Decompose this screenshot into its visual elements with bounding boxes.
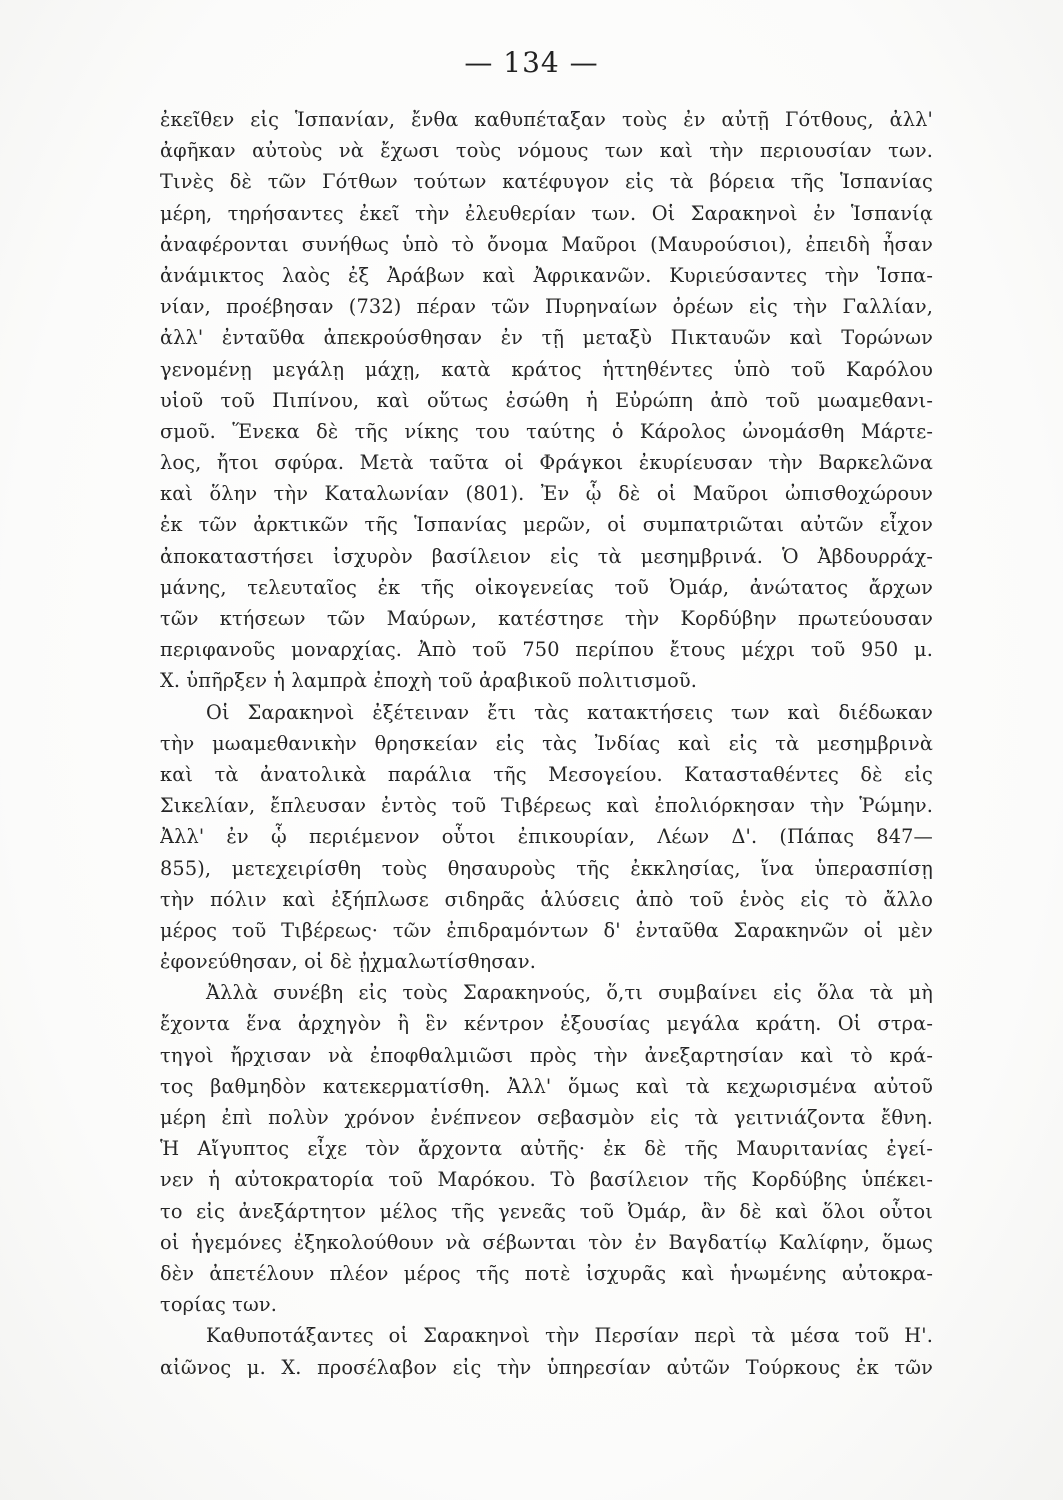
text-line: περιφανοῦς μοναρχίας. Ἀπὸ τοῦ 750 περίπου ἔτους μέχρι τοῦ 950 μ. (160, 638, 933, 662)
text-line: τὴν μωαμεθανικὴν θρησκείαν εἰς τὰς Ἰνδίας καὶ εἰς τὰ μεσημβρινὰ (160, 731, 933, 755)
text-line: Τινὲς δὲ τῶν Γότθων τούτων κατέφυγον εἰς τὰ βόρεια τῆς Ἱσπανίας (160, 170, 933, 194)
text-line: ἀλλ' ἐνταῦθα ἀπεκρούσθησαν ἐν τῇ μεταξὺ Πικταυῶν καὶ Τορώνων (160, 326, 933, 350)
text-line: λος, ἤτοι σφύρα. Μετὰ ταῦτα οἱ Φράγκοι ἐκυρίευσαν τὴν Βαρκελῶνα (160, 451, 933, 475)
text-line: μέρος τοῦ Τιβέρεως· τῶν ἐπιδραμόντων δ' ἐνταῦθα Σαρακηνῶν οἱ μὲν (160, 918, 933, 942)
text-line: 855), μετεχειρίσθη τοὺς θησαυροὺς τῆς ἐκκλησίας, ἵνα ὑπερασπίσῃ (160, 856, 933, 880)
text-line: Ἀλλ' ἐν ᾧ περιέμενον οὗτοι ἐπικουρίαν, Λέων Δ'. (Πάπας 847— (160, 825, 933, 849)
text-line: ἀποκαταστήσει ἰσχυρὸν βασίλειον εἰς τὰ μεσημβρινά. Ὁ Ἀβδουρράχ- (160, 544, 933, 568)
paragraph-start: Οἱ Σαρακηνοὶ ἐξέτειναν ἔτι τὰς κατακτήσεις των καὶ διέδωκαν (206, 700, 933, 724)
text-line: ἐκ τῶν ἀρκτικῶν τῆς Ἱσπανίας μερῶν, οἱ συμπατριῶται αὐτῶν εἶχον (160, 513, 933, 537)
text-line: καὶ ὅλην τὴν Καταλωνίαν (801). Ἐν ᾧ δὲ οἱ Μαῦροι ὠπισθοχώρουν (160, 482, 933, 506)
text-line: ἐφονεύθησαν, οἱ δὲ ᾐχμαλωτίσθησαν. (160, 950, 537, 974)
text-line: σμοῦ. Ἕνεκα δὲ τῆς νίκης του ταύτης ὁ Κάρολος ὠνομάσθη Μάρτε- (160, 419, 933, 443)
text-line: τορίας των. (160, 1293, 278, 1317)
text-line: καὶ τὰ ἀνατολικὰ παράλια τῆς Μεσογείου. Κατασταθέντες δὲ εἰς (160, 762, 933, 786)
paragraph-start: Καθυποτάξαντες οἱ Σαρακηνοὶ τὴν Περσίαν περὶ τὰ μέσα τοῦ Η'. (206, 1324, 933, 1348)
text-line: το εἰς ἀνεξάρτητον μέλος τῆς γενεᾶς τοῦ Ὀμάρ, ἂν δὲ καὶ ὅλοι οὗτοι (160, 1199, 933, 1223)
text-line: μέρη, τηρήσαντες ἐκεῖ τὴν ἐλευθερίαν των. Οἱ Σαρακηνοὶ ἐν Ἱσπανίᾳ (160, 201, 933, 225)
text-line: μάνης, τελευταῖος ἐκ τῆς οἰκογενείας τοῦ Ὀμάρ, ἀνώτατος ἄρχων (160, 575, 933, 599)
paragraph-start: Ἀλλὰ συνέβη εἰς τοὺς Σαρακηνούς, ὅ,τι συμβαίνει εἰς ὅλα τὰ μὴ (206, 981, 933, 1005)
text-line: γενομένῃ μεγάλῃ μάχῃ, κατὰ κράτος ἡττηθέντες ὑπὸ τοῦ Καρόλου (160, 357, 933, 381)
text-line: Χ. ὑπῆρξεν ἡ λαμπρὰ ἐποχὴ τοῦ ἀραβικοῦ πολιτισμοῦ. (160, 669, 697, 693)
text-line: οἱ ἡγεμόνες ἐξηκολούθουν νὰ σέβωνται τὸν ἐν Βαγδατίῳ Καλίφην, ὅμως (160, 1230, 933, 1254)
text-line: ἀφῆκαν αὐτοὺς νὰ ἔχωσι τοὺς νόμους των καὶ τὴν περιουσίαν των. (160, 139, 933, 163)
text-line: δὲν ἀπετέλουν πλέον μέρος τῆς ποτὲ ἰσχυρᾶς καὶ ἡνωμένης αὐτοκρα- (160, 1261, 933, 1285)
page-number: — 134 — (464, 46, 599, 79)
text-line: Σικελίαν, ἔπλευσαν ἐντὸς τοῦ Τιβέρεως καὶ ἐπολιόρκησαν τὴν Ῥώμην. (160, 794, 933, 818)
text-line: τῶν κτήσεων τῶν Μαύρων, κατέστησε τὴν Κορδύβην πρωτεύουσαν (160, 607, 933, 630)
text-line: τος βαθμηδὸν κατεκερματίσθη. Ἀλλ' ὅμως καὶ τὰ κεχωρισμένα αὐτοῦ (160, 1074, 933, 1098)
text-line: αἰῶνος μ. Χ. προσέλαβον εἰς τὴν ὑπηρεσίαν αὐτῶν Τούρκους ἐκ τῶν (160, 1355, 933, 1379)
text-line: ἀναφέρονται συνήθως ὑπὸ τὸ ὄνομα Μαῦροι (Μαυρούσιοι), ἐπειδὴ ἦσαν (160, 232, 933, 256)
text-line: ἐκεῖθεν εἰς Ἱσπανίαν, ἔνθα καθυπέταξαν τοὺς ἐν αὐτῇ Γότθους, ἀλλ' (160, 108, 933, 131)
text-line: Ἡ Αἴγυπτος εἶχε τὸν ἄρχοντα αὐτῆς· ἐκ δὲ τῆς Μαυριτανίας ἐγεί- (160, 1137, 933, 1161)
text-line: ἀνάμικτος λαὸς ἐξ Ἀράβων καὶ Ἀφρικανῶν. Κυριεύσαντες τὴν Ἱσπα- (160, 263, 933, 287)
text-line: ἔχοντα ἕνα ἀρχηγὸν ἢ ἓν κέντρον ἐξουσίας μεγάλα κράτη. Οἱ στρα- (160, 1012, 933, 1036)
text-line: νίαν, προέβησαν (732) πέραν τῶν Πυρηναίων ὀρέων εἰς τὴν Γαλλίαν, (160, 295, 933, 319)
text-line: μέρη ἐπὶ πολὺν χρόνον ἐνέπνεον σεβασμὸν εἰς τὰ γειτνιάζοντα ἔθνη. (160, 1106, 933, 1129)
text-line: υἱοῦ τοῦ Πιπίνου, καὶ οὕτως ἐσώθη ἡ Εὐρώπη ἀπὸ τοῦ μωαμεθανι- (160, 388, 933, 412)
body-text (160, 104, 933, 1383)
text-line: τὴν πόλιν καὶ ἐξήπλωσε σιδηρᾶς ἁλύσεις ἀπὸ τοῦ ἑνὸς εἰς τὸ ἄλλο (160, 887, 933, 911)
text-line: νεν ἡ αὐτοκρατορία τοῦ Μαρόκου. Τὸ βασίλειον τῆς Κορδύβης ὑπέκει- (160, 1168, 933, 1192)
text-line: τηγοὶ ἤρχισαν νὰ ἐποφθαλμιῶσι πρὸς τὴν ἀνεξαρτησίαν καὶ τὸ κρά- (160, 1043, 933, 1067)
